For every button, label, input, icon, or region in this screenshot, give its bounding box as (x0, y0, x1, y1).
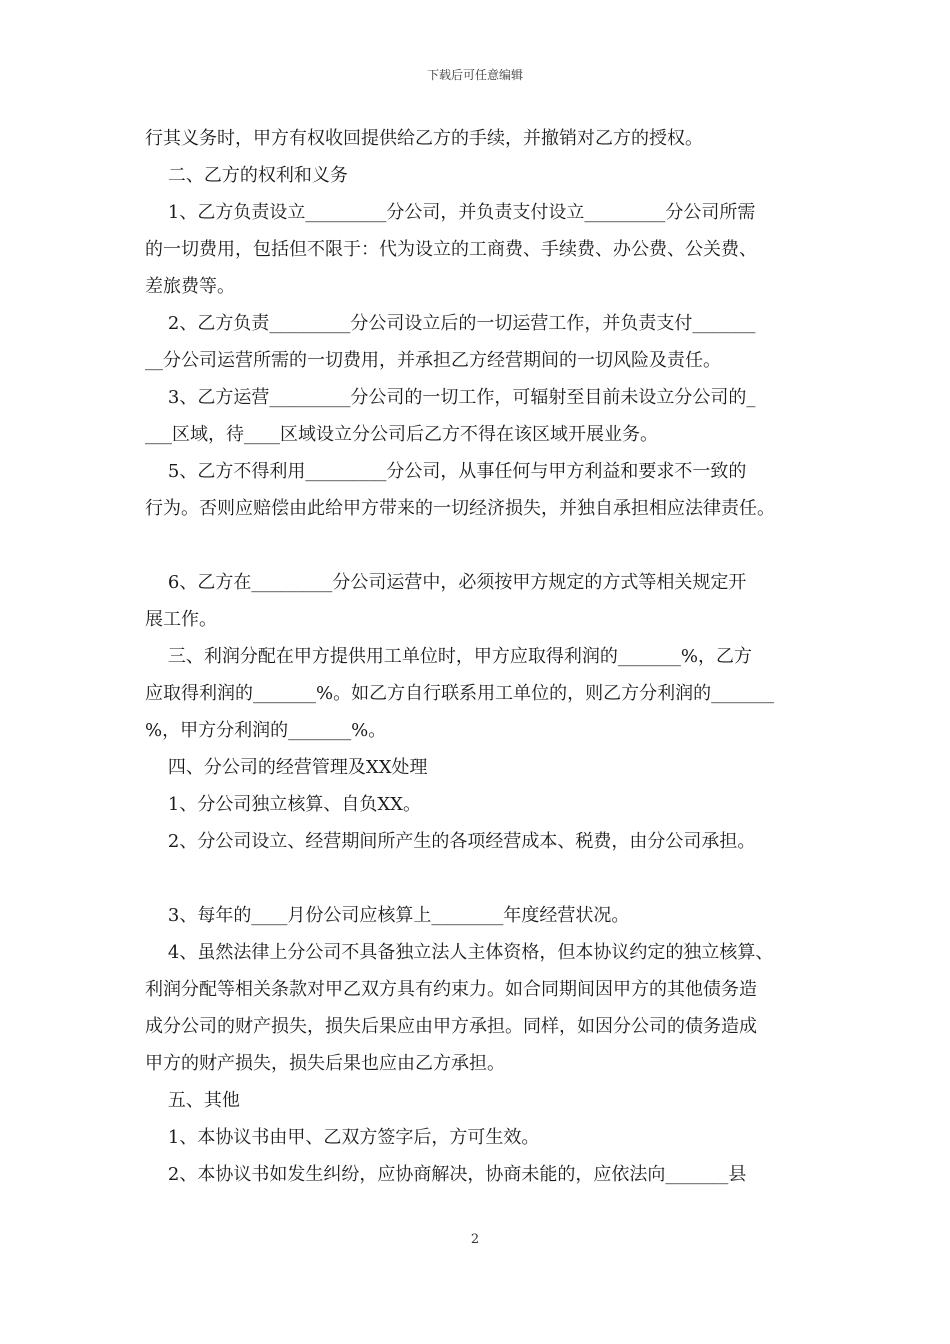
paragraph-line: 2、分公司设立、经营期间所产生的各项经营成本、税费，由分公司承担。 (145, 831, 756, 852)
paragraph-line: 4、虽然法律上分公司不具备独立法人主体资格，但本协议约定的独立核算、 (145, 942, 774, 963)
paragraph-line: 5、乙方不得利用_________分公司，从事任何与甲方利益和要求不一致的 (145, 461, 747, 482)
paragraph-line: 的一切费用，包括但不限于：代为设立的工商费、手续费、办公费、公关费、 (145, 239, 757, 260)
section-heading: 二、乙方的权利和义务 (145, 165, 348, 186)
paragraph-line: 差旅费等。 (145, 276, 235, 297)
paragraph-line: 三、利润分配在甲方提供用工单位时，甲方应取得利润的_______%，乙方 (145, 646, 752, 667)
paragraph-line: 1、乙方负责设立_________分公司，并负责支付设立_________分公司所需 (145, 202, 756, 223)
paragraph-line: 3、乙方运营_________分公司的一切工作，可辐射至目前未设立分公司的_ (145, 387, 756, 408)
paragraph-line: 6、乙方在_________分公司运营中，必须按甲方规定的方式等相关规定开 (145, 572, 747, 593)
paragraph-line: 成分公司的财产损失，损失后果应由甲方承担。同样，如因分公司的债务造成 (145, 1016, 757, 1037)
paragraph-line: 3、每年的____月份公司应核算上________年度经营状况。 (145, 905, 630, 926)
paragraph-line: 应取得利润的_______%。如乙方自行联系用工单位的，则乙方分利润的_______ (145, 683, 775, 704)
paragraph-line: 2、乙方负责_________分公司设立后的一切运营工作，并负责支付_______ (145, 313, 756, 334)
paragraph-line: 2、本协议书如发生纠纷，应协商解决，协商未能的，应依法向_______县 (145, 1164, 747, 1185)
paragraph-line: 展工作。 (145, 609, 217, 630)
paragraph-line: 1、分公司独立核算、自负XX。 (145, 794, 421, 815)
paragraph-line: 1、本协议书由甲、乙双方签字后，方可生效。 (145, 1127, 540, 1148)
paragraph-line: 行其义务时，甲方有权收回提供给乙方的手续，并撤销对乙方的授权。 (145, 128, 703, 149)
blank-line (145, 527, 810, 564)
paragraph-line: %，甲方分利润的_______%。 (145, 720, 387, 741)
document-body (145, 120, 810, 1193)
blank-line (145, 860, 810, 897)
paragraph-line: 利润分配等相关条款对甲乙双方具有约束力。如合同期间因甲方的其他债务造 (145, 979, 757, 1000)
section-heading: 四、分公司的经营管理及XX处理 (145, 757, 428, 778)
paragraph-line: __分公司运营所需的一切费用，并承担乙方经营期间的一切风险及责任。 (145, 350, 721, 371)
page-header: 下载后可任意编辑 (426, 68, 523, 82)
paragraph-line: 甲方的财产损失，损失后果也应由乙方承担。 (145, 1053, 505, 1074)
paragraph-line: ___区域，待____区域设立分公司后乙方不得在该区域开展业务。 (145, 424, 658, 445)
page-number: 2 (470, 1232, 480, 1247)
paragraph-line: 行为。否则应赔偿由此给甲方带来的一切经济损失，并独自承担相应法律责任。 (145, 498, 775, 519)
section-heading: 五、其他 (145, 1090, 240, 1111)
